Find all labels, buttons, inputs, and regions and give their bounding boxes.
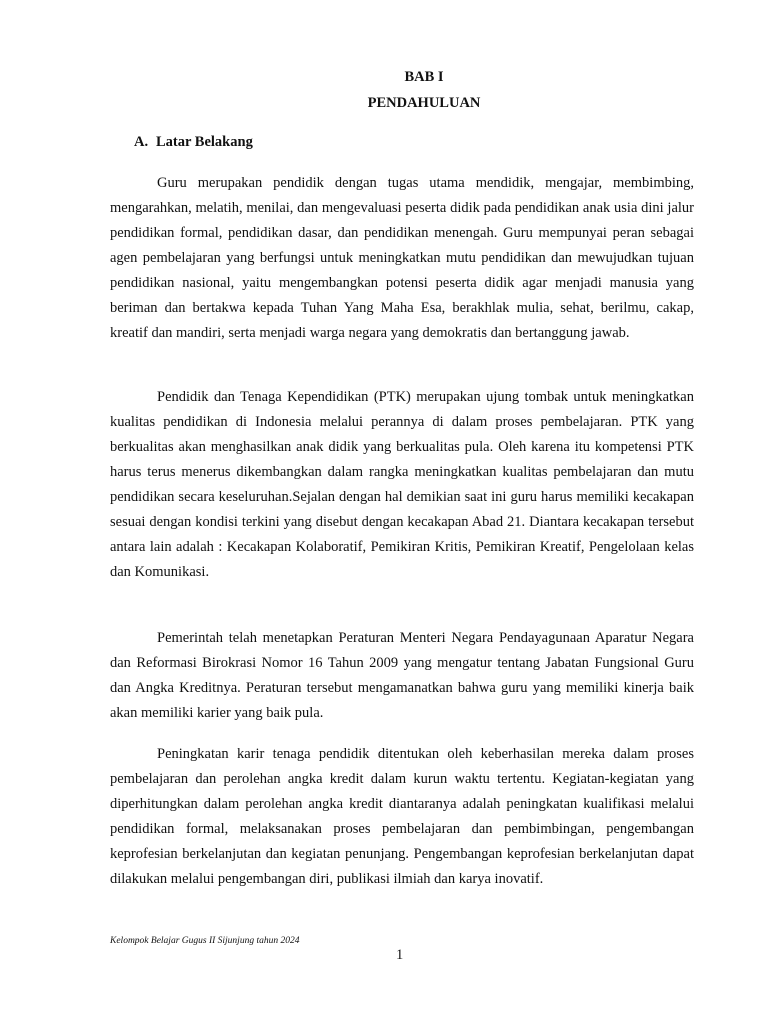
- page-number: 1: [396, 947, 404, 963]
- footer-note: Kelompok Belajar Gugus II Sijunjung tahun 2024: [110, 936, 300, 946]
- paragraph-2: Pendidik dan Tenaga Kependidikan (PTK) merupakan ujung tombak untuk meningkatkan kualitas pendidikan di Indonesia melalui perannya di dalam proses pembelajaran. PTK yang berkualitas akan menghasilkan anak didik yang berkualitas pula. Oleh karena itu kompetensi PTK harus terus menerus dikembangkan dalam rangka meningkatkan kualitas pembelajaran dan mutu pendidikan secara keseluruhan.Sejalan dengan hal demikian saat ini guru harus memiliki kecakapan sesuai dengan kondisi terkini yang disebut dengan kecakapan Abad 21. Diantara kecakapan tersebut antara lain adalah : Kecakapan Kolaboratif, Pemikiran Kritis, Pemikiran Kreatif, Pengelolaan kelas dan Komunikasi.: [110, 389, 694, 580]
- section-title: Latar Belakang: [156, 134, 253, 150]
- chapter-label: BAB I: [404, 69, 444, 85]
- chapter-title: PENDAHULUAN: [367, 95, 481, 111]
- section-heading: [134, 133, 253, 151]
- paragraph-3: Pemerintah telah menetapkan Peraturan Menteri Negara Pendayagunaan Aparatur Negara dan Reformasi Birokrasi Nomor 16 Tahun 2009 yang mengatur tentang Jabatan Fungsional Guru dan Angka Kreditnya. Peraturan tersebut mengamanatkan bahwa guru yang memiliki kinerja baik akan memiliki karier yang baik pula.: [110, 630, 694, 721]
- section-letter: A.: [134, 134, 149, 150]
- paragraph-4: Peningkatan karir tenaga pendidik ditentukan oleh keberhasilan mereka dalam proses pembelajaran dan perolehan angka kredit dalam kurun waktu tertentu. Kegiatan-kegiatan yang diperhitungkan dalam perolehan angka kredit diantaranya adalah peningkatan kualifikasi melalui pendidikan formal, melaksanakan proses pembelajaran dan pembimbingan, pengembangan keprofesian berkelanjutan dan kegiatan penunjang. Pengembangan keprofesian berkelanjutan dapat dilakukan melalui pengembangan diri, publikasi ilmiah dan karya inovatif.: [110, 746, 694, 887]
- paragraph-1: Guru merupakan pendidik dengan tugas utama mendidik, mengajar, membimbing, mengarahkan, melatih, menilai, dan mengevaluasi peserta didik pada pendidikan anak usia dini jalur pendidikan formal, pendidikan dasar, dan pendidikan menengah. Guru mempunyai peran sebagai agen pembelajaran yang berfungsi untuk meningkatkan mutu pendidikan dan mewujudkan tujuan pendidikan nasional, yaitu mengembangkan potensi peserta didik agar menjadi manusia yang beriman dan bertakwa kepada Tuhan Yang Maha Esa, berakhlak mulia, sehat, berilmu, cakap, kreatif dan mandiri, serta menjadi warga negara yang demokratis dan bertanggung jawab.: [110, 175, 694, 341]
